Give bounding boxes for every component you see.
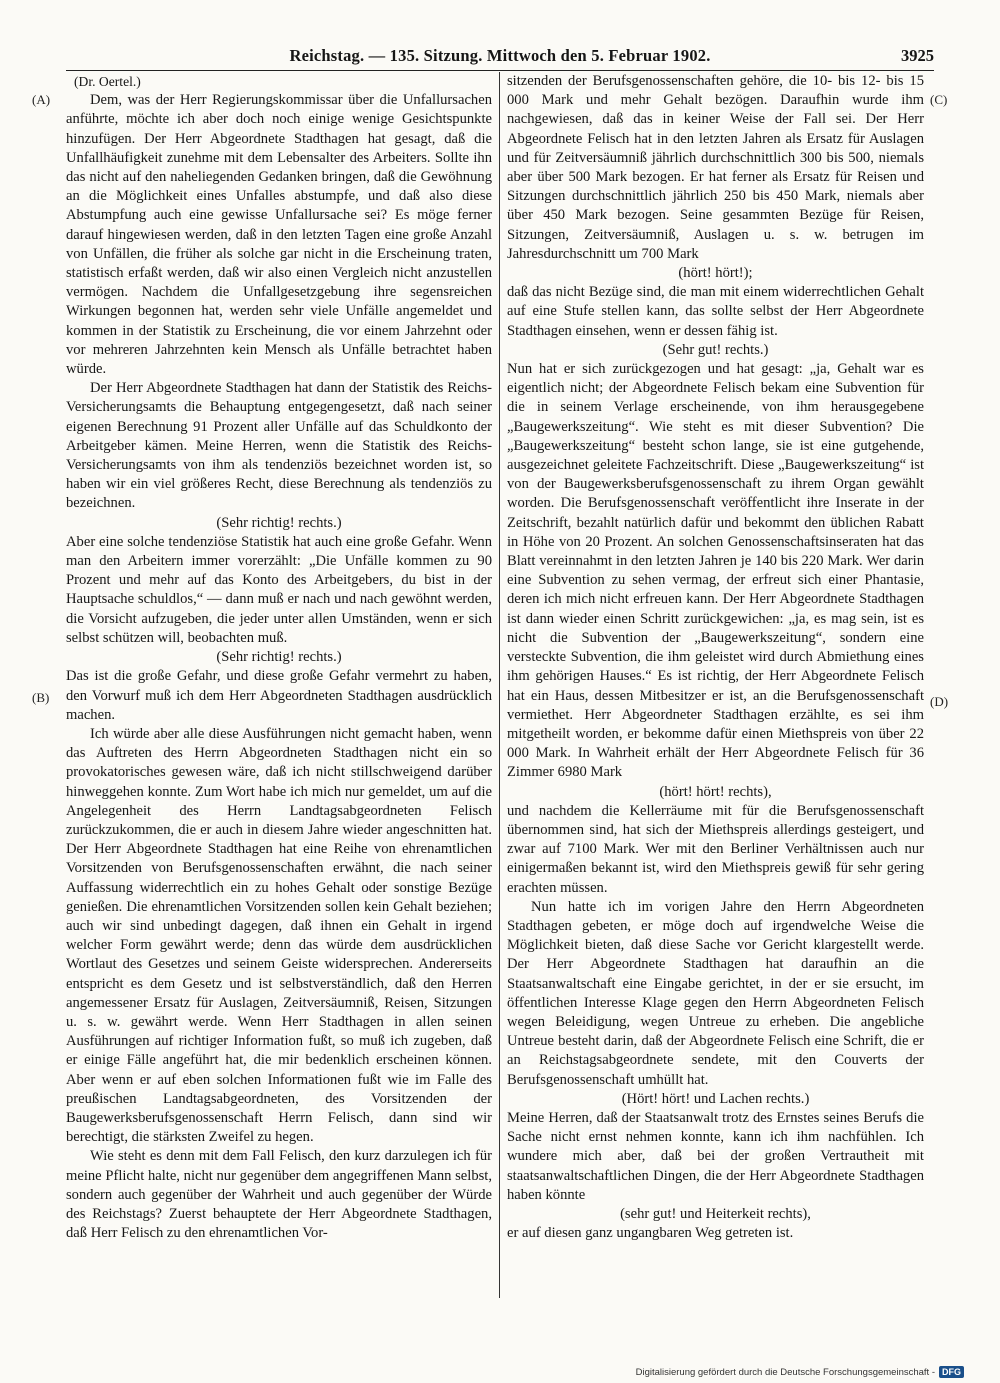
right-paragraph-2: daß das nicht Bezüge sind, die man mit einem widerrechtlichen Gehalt auf eine Stufe stellen kann, das sollte selbst der Herr Abgeordnete Stadthagen einsehen, wenn er dessen fähig ist. (507, 284, 924, 339)
page-number: 3925 (901, 46, 934, 65)
left-paragraph-4: Das ist die große Gefahr, und diese große Gefahr vermehrt zu haben, den Vorwurf muß ich dem Herr Abgeordneten Stadthagen ausdrücklich machen. (66, 668, 492, 723)
interjection: (hört! hört! rechts), (659, 783, 772, 800)
left-paragraph-2: Der Herr Abgeordnete Stadthagen hat dann der Statistik des Reichs-Versicherungsamts die Behauptung entgegengesetzt, daß nach seiner eigenen Berechnung 91 Prozent aller Unfälle auf das Schuldkonto der Arbeitgeber kämen. Meine Herren, wenn die Statistik des Reichs-Versicherungsamts von ihm als tendenziös bezeichnet worden ist, so haben wir ein viel größeres Recht, diese Berechnung als tendenziös zu bezeichnen. (66, 380, 492, 512)
left-paragraph-5: Ich würde aber alle diese Ausführungen nicht gemacht haben, wenn das Auftreten des Herrn Abgeordneten Stadthagen nicht ein so provokatorisches gewesen wäre, daß ich nicht stillschweigend darüber hinweggehen konnte. Zum Wort habe ich mich nur gemeldet, um auf die Angelegenheit des Herrn Landtagsabgeordneten Felisch zurückzukommen, die er auch in diesem Jahre wieder angeschnitten hat. Der Herr Abgeordnete Stadthagen hat eine Reihe von ehrenamtlichen Vorsitzenden von Berufsgenossenschaften erwähnt, die nach seiner Auffassung widerrechtlich ein zu hohes Gehalt oder sonstige Bezüge genießen. Die ehrenamtlichen Vorsitzenden sollen kein Gehalt beziehen; auch wir sind unbedingt dagegen, daß ihnen ein Gehalt in irgend welcher Form gewährt werde; denn das würde dem ausdrücklichen Wortlaut des Gesetzes und seinem Geiste widersprechen. Andererseits entspricht es dem Gesetz und ist selbstverständlich, daß den Herren angemessener Ersatz für Auslagen, Zeitversäumniß, Reisen, Sitzungen u. s. w. gewährt werde. Wenn Herr Stadthagen in allen seinen Ausführungen auf richtiger Information fußt, so muß ich zugeben, daß er einige Fälle angeführt hat, die mir bedenklich erscheinen können. Aber wenn er auf eben solchen Informationen fußt wie im Falle des preußischen Landtagsabgeordneten, des Vorsitzenden der Baugewerksberufsgenossenschaft Herrn Felisch, dann sind wir berechtigt, die stärksten Zweifel zu hegen. (66, 725, 492, 1146)
margin-mark-c: (C) (930, 92, 948, 107)
digitization-footer (636, 1365, 964, 1379)
right-paragraph-1: sitzenden der Berufsgenossenschaften gehöre, die 10- bis 12- bis 15 000 Mark und mehr Gehalt bezögen. Daraufhin wurde ihm nachgewiesen, daß das in keiner Weise der Fall sei. Der Herr Abgeordnete Felisch hat in den letzten Jahren als Ersatz für Auslagen und für Zeitversäumniß jährlich durchschnittlich 300 bis 500, niemals aber über 500 Mark bezogen. Er hat ferner als Ersatz für Reisen und Sitzungen durchschnittlich jährlich 250 bis 450 Mark, niemals aber über 450 Mark bezogen. Seine gesammten Bezüge für Reisen, Sitzungen, Zeitversäumniß, Auslagen u. s. w. betrugen im Jahresdurchschnitt um 700 Mark (507, 73, 924, 262)
left-paragraph-3: Aber eine solche tendenziöse Statistik hat auch eine große Gefahr. Wenn man den Arbeitern immer vorerzählt: „Die Unfälle kommen zu 90 Prozent und mehr auf das Konto des Arbeitgebers, du bist in der Hauptsache schuldlos,“ — dann muß er nach und nach gewöhnt werden, die Vorsicht aufzugeben, die jeder unter allen Umständen, wenn er sich selbst schützen will, beobachten muß. (66, 533, 492, 646)
right-paragraph-3: Nun hat er sich zurückgezogen und hat gesagt: „ja, Gehalt war es eigentlich nicht; der Abgeordnete Felisch bekam eine Subvention für die in seinem Verlage erscheinende, von ihm herausgegebene „Baugewerkszeitung“. Wie steht es mit dieser Subvention? Die „Baugewerkszeitung“ besteht schon lange, sie ist eine gutgehende, ausgezeichnet geleitete Fachzeitschrift. Diese „Baugewerkszeitung“ ist von der Baugewerksberufsgenossenschaft zu ihrem Organ gewählt worden. Die Berufsgenossenschaft veröffentlicht ihre Inserate in der Zeitschrift, bezahlt natürlich dafür und bekommt den üblichen Rabatt in Höhe von 20 Prozent. An solchen Genossenschaftsinseraten hat das Blatt vereinnahmt in den letzten Jahren je 140 bis 220 Mark. Wer darin eine Subvention zu sehen vermag, der erfreut sich einer Phantasie, deren ich mich nicht erfreuen kann. Der Herr Abgeordnete Stadthagen ist dann wieder einen Schritt zurückgewichen: „ja, es mag sein, ist es nicht die Subvention der „Baugewerkszeitung“, sondern eine versteckte Subvention, die ihm geleistet wird durch Abmiethung eines ihm gehörigen Hauses.“ Es ist richtig, der Herr Abgeordnete Felisch hat ein Haus, dessen Mitbesitzer er ist, an die Berufsgenossenschaft vermiethet. Herr Abgeordneter Stadthagen erzählte, es sei ihm mitgetheilt worden, er bekomme dafür einen Miethspreis von über 22 000 Mark. In Wahrheit erhält der Herr Abgeordnete Felisch für 36 Zimmer 6980 Mark (507, 361, 924, 781)
right-paragraph-4: und nachdem die Kellerräume mit für die Berufsgenossenschaft übernommen sind, hat sich der Miethspreis allerdings gesteigert, und zwar auf 7100 Mark. Wer mit den Berliner Verhältnissen auch nur einigermaßen bekannt ist, wird den Miethspreis gewiß für sehr gering erachten müssen. (507, 802, 924, 896)
interjection: (Sehr gut! rechts.) (662, 341, 769, 358)
right-paragraph-7: er auf diesen ganz ungangbaren Weg getreten ist. (507, 1225, 794, 1242)
column-divider (499, 72, 500, 1298)
margin-mark-b: (B) (32, 690, 50, 705)
interjection: (hört! hört!); (678, 265, 753, 282)
margin-mark-d: (D) (930, 694, 949, 709)
interjection: (sehr gut! und Heiterkeit rechts), (620, 1205, 811, 1222)
left-paragraph-6: Wie steht es denn mit dem Fall Felisch, den kurz darzulegen ich für meine Pflicht halte, nicht nur gegenüber dem angegriffenen Mann selbst, sondern auch gegenüber der Wahrheit und auch gegenüber der Würde des Reichstags? Zuerst behauptete der Herr Abgeordnete Stadthagen, daß Herr Felisch zu den ehrenamtlichen Vor- (66, 1148, 492, 1242)
left-column (66, 72, 492, 1300)
interjection: (Sehr richtig! rechts.) (216, 649, 342, 666)
dfg-logo-icon: DFG (939, 1366, 964, 1378)
right-paragraph-5: Nun hatte ich im vorigen Jahre den Herrn Abgeordneten Stadthagen gebeten, er möge doch auf irgendwelche Weise die Möglichkeit bieten, daß diese Sache vor Gericht klargestellt werde. Der Herr Abgeordnete Stadthagen hat daraufhin an die Staatsanwaltschaft eine Eingabe gerichtet, in der er sie ersucht, im öffentlichen Interesse Klage gegen den Herrn Abgeordneten Felisch wegen Beleidigung, wegen Untreue zu erheben. Die angebliche Untreue besteht darin, daß der Abgeordnete Felisch eine Schrift, die er an Reichstagsabgeordnete sendete, mit den Couverts der Berufsgenossenschaft umhüllt hat. (507, 898, 924, 1088)
left-paragraph-1: Dem, was der Herr Regierungskommissar über die Unfallursachen anführte, möchte ich aber doch noch einige wenige Gesichtspunkte hinzufügen. Der Herr Abgeordnete Stadthagen hat gesagt, daß die Unfallhäufigkeit zunehme mit dem Lebensalter des Arbeiters. Sollte ihn das nicht auf den naheliegenden Gedanken bringen, daß die Gewöhnung an die Möglichkeit eines Unfalles abstumpfe, und daß also diese Abstumpfung auch eine gewisse Unfallursache sei? Es möge ferner darauf hingewiesen werden, daß in den letzten Tagen eine große Anzahl von Unfällen, die früher als solche gar nicht in die Erscheinung traten, statistisch erfaßt werden, daß wir also einen Vergleich nicht anzustellen vermögen. Nachdem die Unfallgesetzgebung ihre segensreichen Wirkungen begonnen hat, werden sehr viele Unfälle angemeldet und kommen in der Statistik zu Erscheinung, die vor einem Jahrzehnt oder vor mehreren Jahrzehnten kein Mensch als Unfälle betrachtet haben würde. (66, 92, 492, 378)
right-paragraph-6: Meine Herren, daß der Staatsanwalt trotz des Ernstes seines Berufs die Sache nicht ernst nehmen konnte, kann ich ihm nachfühlen. Ich wundere mich aber, daß bei der großen Vertrautheit mit staatsanwaltschaftlichen Dingen, die der Herr Abgeordnete Stadthagen haben könnte (507, 1109, 924, 1203)
right-column (507, 72, 924, 1300)
interjection: (Hört! hört! und Lachen rechts.) (621, 1090, 810, 1107)
interjection: (Sehr richtig! rechts.) (216, 514, 342, 531)
speaker-label: (Dr. Oertel.) (74, 74, 141, 89)
header-title: Reichstag. — 135. Sitzung. Mittwoch den 5. Februar 1902. (289, 46, 711, 65)
margin-mark-a: (A) (32, 92, 51, 107)
header-rule (66, 70, 934, 71)
footer-text: Digitalisierung gefördert durch die Deutsche Forschungsgemeinschaft - (635, 1366, 935, 1378)
page-header (66, 46, 934, 68)
